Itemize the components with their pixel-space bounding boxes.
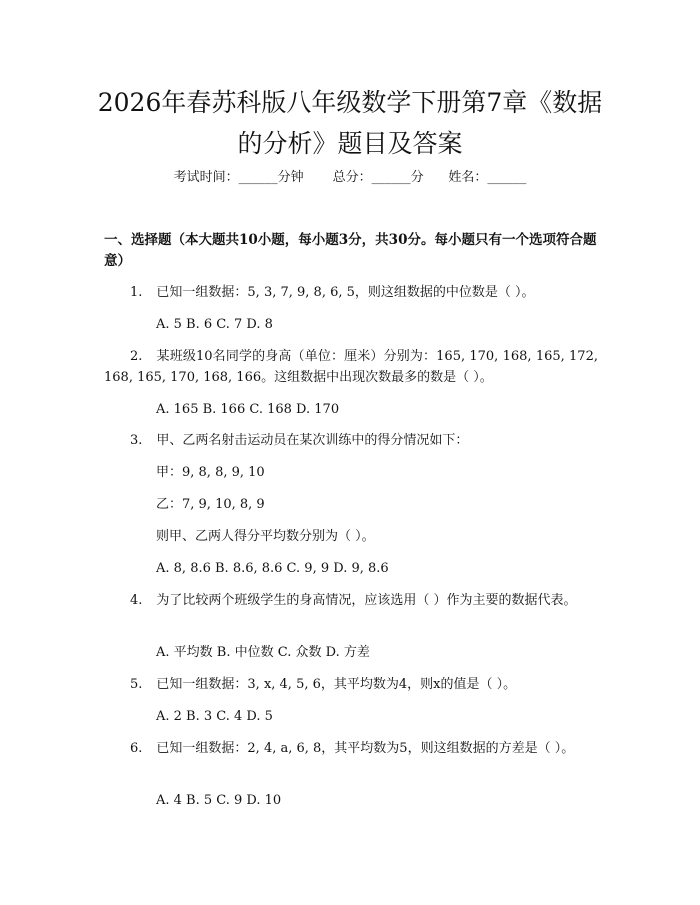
section-heading-choice: 一、选择题（本大题共10小题，每小题3分，共30分。每小题只有一个选项符合题意） (104, 232, 597, 269)
question-text: 为了比较两个班级学生的身高情况，应该选用（ ）作为主要的数据代表。 (156, 593, 577, 608)
question-3-data-jia: 甲：9, 8, 8, 9, 10 (156, 465, 265, 480)
question-number: 4. (130, 593, 143, 608)
question-text: 已知一组数据：3, x, 4, 5, 6，其平均数为4，则x的值是（ ）。 (156, 677, 517, 692)
question-4 (104, 590, 598, 611)
question-5-options: A. 2 B. 3 C. 4 D. 5 (156, 709, 273, 724)
question-6-options: A. 4 B. 5 C. 9 D. 10 (156, 793, 282, 808)
exam-info-line (0, 168, 700, 188)
question-number: 3. (130, 433, 143, 448)
question-3-options: A. 8, 8.6 B. 8.6, 8.6 C. 9, 9 D. 9, 8.6 (156, 561, 389, 576)
question-3 (130, 430, 468, 451)
exam-time-field: 考试时间：______分钟 (173, 170, 304, 185)
question-2 (104, 346, 598, 388)
question-6 (104, 738, 598, 759)
question-number: 2. (130, 349, 143, 364)
question-text: 某班级10名同学的身高（单位：厘米）分别为：165, 170, 168, 165, 172, 168, 165, 170, 168, 166。这组数据中出现次数最多的数是（ ）。 (104, 349, 598, 385)
student-name-field: 姓名：______ (448, 170, 527, 185)
question-number: 1. (130, 285, 143, 300)
question-text: 已知一组数据：2, 4, a, 6, 8，其平均数为5，则这组数据的方差是（ ）。 (156, 741, 575, 756)
total-score-field: 总分：______分 (332, 170, 424, 185)
question-1 (130, 282, 535, 303)
question-text: 已知一组数据：5, 3, 7, 9, 8, 6, 5，则这组数据的中位数是（ ）。 (156, 285, 535, 300)
question-3-prompt: 则甲、乙两人得分平均数分别为（ ）。 (156, 529, 375, 544)
question-number: 5. (130, 677, 143, 692)
question-1-options: A. 5 B. 6 C. 7 D. 8 (156, 317, 273, 332)
document-title: 2026年春苏科版八年级数学下册第7章《数据的分析》题目及答案 (97, 88, 603, 158)
question-2-options: A. 165 B. 166 C. 168 D. 170 (156, 402, 340, 417)
question-text: 甲、乙两名射击运动员在某次训练中的得分情况如下： (156, 433, 469, 448)
question-3-data-yi: 乙：7, 9, 10, 8, 9 (156, 497, 265, 512)
question-4-options: A. 平均数 B. 中位数 C. 众数 D. 方差 (156, 645, 370, 660)
question-5 (130, 674, 516, 695)
question-number: 6. (130, 741, 143, 756)
